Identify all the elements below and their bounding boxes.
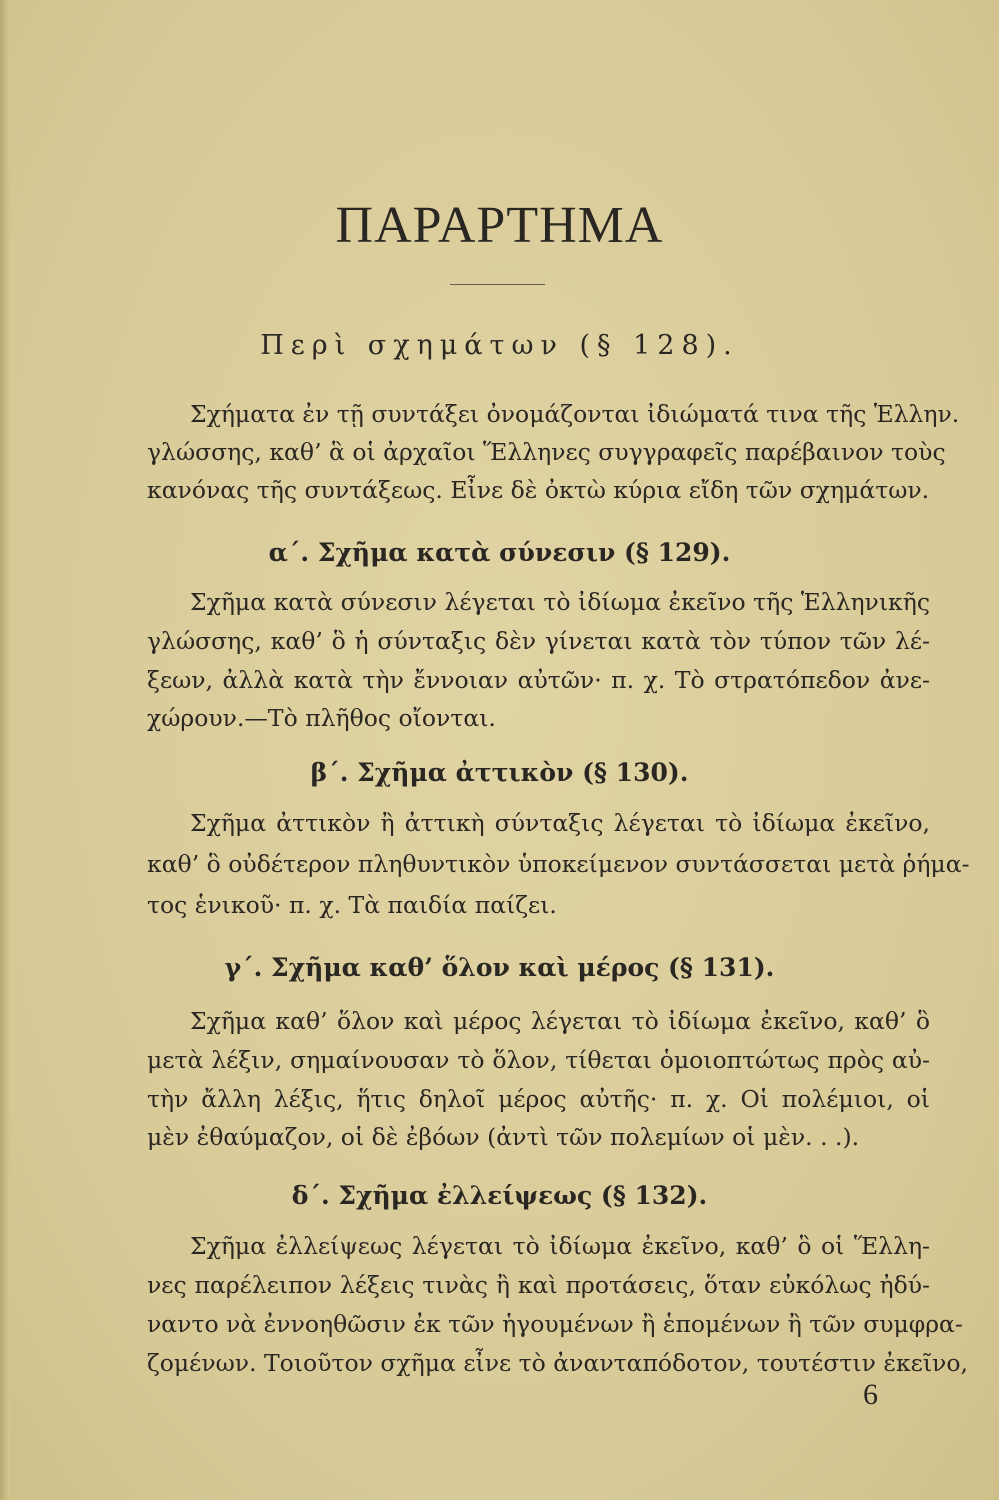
paragraph-line: μετὰ λέξιν, σημαίνουσαν τὸ ὅλον, τίθεται ὁμοιοπτώτως πρὸς αὐ-	[147, 1046, 930, 1074]
section-heading-alpha: α΄. Σχῆμα κατὰ σύνεσιν (§ 129).	[268, 538, 731, 567]
paragraph-line: Σχῆμα κατὰ σύνεσιν λέγεται τὸ ἰδίωμα ἐκεῖνο τῆς Ἑλληνικῆς	[190, 588, 930, 616]
paragraph-line: τος ἑνικοῦ· π. χ. Τὰ παιδία παίζει.	[147, 891, 557, 919]
paragraph-line: Σχῆμα καθ’ ὅλον καὶ μέρος λέγεται τὸ ἰδίωμα ἐκεῖνο, καθ’ ὃ	[190, 1007, 930, 1035]
page-number: 6	[863, 1378, 878, 1411]
page-title: ΠΑΡΑΡΤΗΜΑ	[335, 197, 664, 254]
section-heading-beta: β΄. Σχῆμα ἀττικὸν (§ 130).	[310, 758, 689, 787]
section-subtitle: Περὶ σχημάτων (§ 128).	[260, 330, 739, 361]
paragraph-line: τὴν ἄλλη λέξις, ἥτις δηλοῖ μέρος αὐτῆς· π. χ. Οἱ πολέμιοι, οἱ	[147, 1085, 930, 1113]
paragraph-line: Σχῆμα ἀττικὸν ἢ ἀττικὴ σύνταξις λέγεται τὸ ἰδίωμα ἐκεῖνο,	[190, 809, 930, 837]
intro-line: γλώσσης, καθ’ ἃ οἱ ἀρχαῖοι Ἕλληνες συγγραφεῖς παρέβαινον τοὺς	[147, 438, 946, 466]
paragraph-line: χώρουν.—Τὸ πλῆθος οἴονται.	[147, 704, 496, 732]
paragraph-line: ξεων, ἀλλὰ κατὰ τὴν ἔννοιαν αὐτῶν· π. χ. Τὸ στρατόπεδον ἀνε-	[147, 666, 930, 694]
paragraph-line: Σχῆμα ἐλλείψεως λέγεται τὸ ἰδίωμα ἐκεῖνο, καθ’ ὃ οἱ Ἕλλη-	[190, 1232, 930, 1260]
paragraph-line: μὲν ἐθαύμαζον, οἱ δὲ ἐβόων (ἀντὶ τῶν πολεμίων οἱ μὲν. . .).	[147, 1123, 860, 1151]
paragraph-line: ζομένων. Τοιοῦτον σχῆμα εἶνε τὸ ἀνανταπόδοτον, τουτέστιν ἐκεῖνο,	[147, 1349, 968, 1377]
intro-line: Σχήματα ἐν τῇ συντάξει ὀνομάζονται ἰδιώματά τινα τῆς Ἑλλην.	[190, 400, 960, 428]
paragraph-line: νες παρέλειπον λέξεις τινὰς ἢ καὶ προτάσεις, ὅταν εὐκόλως ἠδύ-	[147, 1271, 930, 1299]
section-heading-gamma: γ΄. Σχῆμα καθ’ ὅλον καὶ μέρος (§ 131).	[224, 953, 775, 982]
title-rule	[450, 284, 545, 285]
paragraph-line: καθ’ ὃ οὐδέτερον πληθυντικὸν ὑποκείμενον συντάσσεται μετὰ ῥήμα-	[147, 850, 970, 878]
section-heading-delta: δ΄. Σχῆμα ἐλλείψεως (§ 132).	[291, 1181, 708, 1210]
paragraph-line: γλώσσης, καθ’ ὃ ἡ σύνταξις δὲν γίνεται κατὰ τὸν τύπον τῶν λέ-	[147, 627, 930, 655]
intro-line: κανόνας τῆς συντάξεως. Εἶνε δὲ ὀκτὼ κύρια εἴδη τῶν σχημάτων.	[147, 476, 930, 504]
paragraph-line: ναντο νὰ ἐννοηθῶσιν ἐκ τῶν ἡγουμένων ἢ ἑπομένων ἢ τῶν συμφρα-	[147, 1310, 963, 1338]
